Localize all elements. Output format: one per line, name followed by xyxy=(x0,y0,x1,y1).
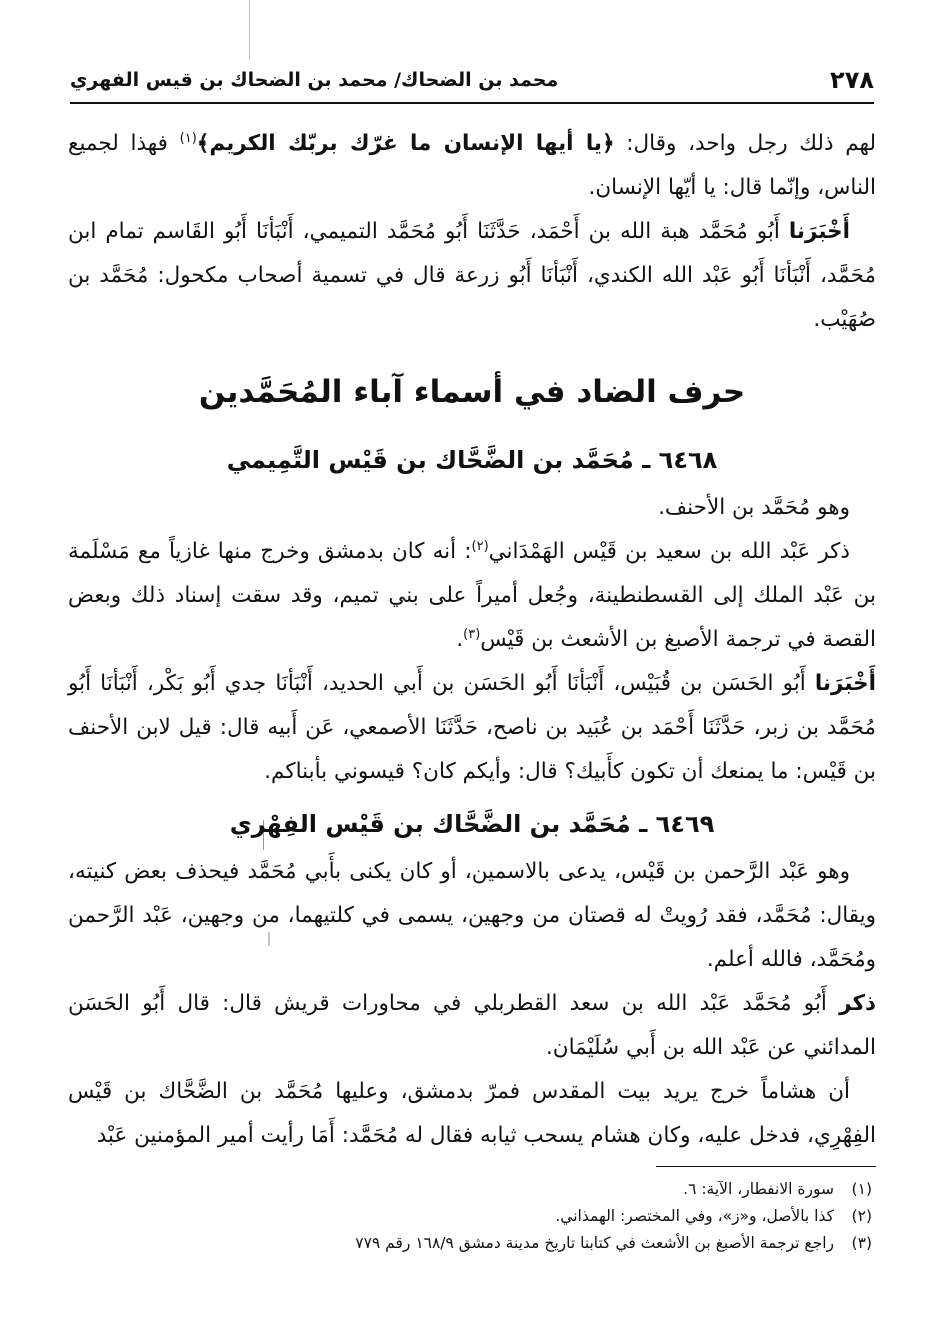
quran-quote: ﴿يا أيها الإنسان ما غرّك بربّك الكريم﴾ xyxy=(196,131,615,156)
footnote-2 xyxy=(120,1203,872,1230)
running-head: محمد بن الضحاك/ محمد بن الضحاك بن قيس الفهري xyxy=(70,69,559,91)
paragraph-2 xyxy=(68,210,876,342)
isnad-lead-2: أَخْبَرَنا xyxy=(814,671,876,696)
footnotes xyxy=(120,1176,872,1257)
entry-6468-p2-after: . xyxy=(456,627,464,652)
paragraph-1 xyxy=(68,122,876,210)
footnote-ref-1: (١) xyxy=(179,130,197,146)
chapter-title: حرف الضاد في أسماء آباء المُحَمَّدين xyxy=(198,374,746,410)
entry-6468-paragraph-3 xyxy=(68,662,876,794)
dhikr-lead: ذكر xyxy=(839,991,876,1016)
page-header xyxy=(70,58,874,104)
page-body xyxy=(68,122,876,1158)
footnote-ref-2: (٢) xyxy=(471,538,489,554)
footnote-number: (٣) xyxy=(851,1234,872,1252)
entry-6468-paragraph-1: وهو مُحَمَّد بن الأحنف. xyxy=(658,495,850,520)
scan-edge-mark xyxy=(249,0,250,60)
entry-6469-paragraph-2 xyxy=(68,982,876,1070)
entry-title-6468: ٦٤٦٨ ـ مُحَمَّد بن الضَّحَّاك بن قَيْس التَّمِيمي xyxy=(226,446,718,474)
entry-6469-p2-text: أَبُو مُحَمَّد عَبْد الله بن سعد القطربلي في محاورات قريش قال: قال أَبُو الحَسَن المدائني عن عَبْد الله بن أَبي سُلَيْمَان. xyxy=(68,991,876,1060)
paragraph-1-before: لهم ذلك رجل واحد، وقال: xyxy=(614,131,877,156)
footnote-3 xyxy=(120,1230,872,1257)
footnote-text: كذا بالأصل، و«ز»، وفي المختصر: الهمذاني. xyxy=(555,1207,834,1225)
paragraph-2-text: أَبُو مُحَمَّد هبة الله بن أَحْمَد، حَدَّثَنَا أَبُو مُحَمَّد التميمي، أَنْبَأنَا أَبُو القَاسم تمام ابن مُحَمَّد، أَنْبَأنَا أَبُو عَبْد الله الكندي، أَنْبَأنَا أَبُو زرعة قال في تسمية أصحاب مكحول: مُحَمَّد بن صُهَيْب. xyxy=(68,219,876,332)
footnote-number: (٢) xyxy=(851,1207,872,1225)
footnote-text: راجع ترجمة الأصبغ بن الأشعث في كتابنا تاريخ مدينة دمشق ١٦٨/٩ رقم ٧٧٩ xyxy=(355,1234,834,1252)
entry-6469-paragraph-1: وهو عَبْد الرَّحمن بن قَيْس، يدعى بالاسمين، أو كان يكنى بأَبي مُحَمَّد فيحذف بعض كنيته، ويقال: مُحَمَّد، فقد رُويتْ له قصتان من وجهين، يسمى في كلتيهما، من وجهين، عَبْد الرَّحمن ومُحَمَّد، فالله أعلم. xyxy=(68,859,876,972)
footnote-divider xyxy=(656,1166,876,1167)
footnote-number: (١) xyxy=(851,1180,872,1198)
entry-6468-p3-text: أَبُو الحَسَن بن قُبَيْس، أَنْبَأنَا أَبُو الحَسَن بن أَبي الحديد، أَنْبَأنَا جدي أَبُو بَكْر، أَنْبَأنَا أَبُو مُحَمَّد بن زبر، حَدَّثَنَا أَحْمَد بن عُبَيد بن ناصح، حَدَّثَنَا الأصمعي، عَن أَبيه قال: قيل لابن الأحنف بن قَيْس: ما يمنعك أن تكون كأَبيك؟ قال: وأيكم كان؟ قيسوني بأبناكم. xyxy=(68,671,876,784)
footnote-text: سورة الانفطار، الآية: ٦. xyxy=(683,1180,834,1198)
isnad-lead: أَخْبَرَنا xyxy=(788,219,850,244)
paragraph-1-after: فهذا لجميع الناس، وإنّما قال: يا أيّها الإنسان. xyxy=(68,131,876,200)
page-number: ٢٧٨ xyxy=(830,66,874,94)
entry-6469-paragraph-3: أن هشاماً خرج يريد بيت المقدس فمرّ بدمشق، وعليها مُحَمَّد بن الضَّحَّاك بن قَيْس الفِهْرِي، فدخل عليه، وكان هشام يسحب ثيابه فقال له مُحَمَّد: أَمَا رأيت أمير المؤمنين عَبْد xyxy=(68,1079,876,1148)
entry-6468-p2-before: ذكر عَبْد الله بن سعيد بن قَيْس الهَمْدَاني xyxy=(488,539,850,564)
footnote-ref-3: (٣) xyxy=(463,626,481,642)
footnote-1 xyxy=(120,1176,872,1203)
entry-6468-p2-middle: : أنه كان بدمشق وخرج منها غازياً مع مَسْلَمة بن عَبْد الملك إلى القسطنطينة، وجُعل أميراً على بني تميم، وقد سقت إسناد ذلك وبعض القصة في ترجمة الأصبغ بن الأشعث بن قَيْس xyxy=(68,539,876,652)
entry-title-6469: ٦٤٦٩ ـ مُحَمَّد بن الضَّحَّاك بن قَيْس الفِهْري xyxy=(229,810,715,838)
entry-6468-paragraph-2 xyxy=(68,530,876,662)
